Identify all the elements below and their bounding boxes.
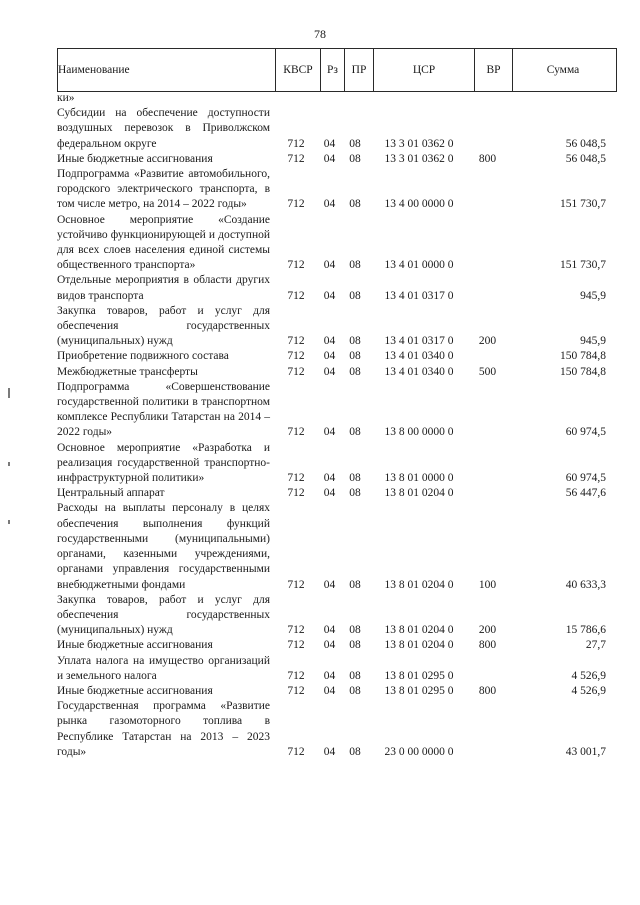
cell-rz: 04	[323, 365, 336, 378]
cell-kvsr: 712	[287, 669, 305, 682]
cell-vr	[469, 273, 506, 303]
cell-rz: 04	[323, 350, 336, 363]
cell-kvsr: 712	[287, 639, 305, 652]
cell-sum: 56 048,5	[565, 152, 606, 165]
cell-pr: 08	[349, 669, 361, 682]
cell-kvsr: 712	[287, 350, 305, 363]
table-row	[57, 167, 609, 213]
cell-name: Иные бюджетные ассигнования	[57, 684, 213, 697]
cell-vr	[469, 91, 506, 106]
header-csr: ЦСР	[374, 49, 475, 92]
cell-pr: 08	[349, 639, 361, 652]
cell-csr: 13 4 00 0000 0	[384, 198, 454, 211]
cell-sum: 945,9	[580, 289, 606, 302]
cell-sum: 150 784,8	[560, 350, 606, 363]
cell-name: Межбюджетные трансферты	[57, 365, 198, 378]
page-number: 78	[314, 27, 326, 41]
cell-pr: 08	[349, 472, 361, 485]
cell-rz: 04	[323, 152, 336, 165]
cell-rz: 04	[323, 684, 336, 697]
cell-vr	[469, 106, 506, 152]
cell-kvsr: 712	[287, 152, 305, 165]
cell-name: Государственная программа «Развитие рынка газомоторного топлива в Республике Татарстан на 2013 – 2023 годы»	[57, 700, 270, 758]
cell-pr: 08	[349, 289, 361, 302]
cell-csr: 13 4 01 0317 0	[384, 289, 454, 302]
cell-sum: 56 447,6	[565, 487, 606, 500]
cell-sum: 43 001,7	[565, 745, 606, 758]
cell-csr: 13 3 01 0362 0	[384, 152, 454, 165]
cell-rz: 04	[323, 289, 336, 302]
cell-vr	[469, 167, 506, 213]
cell-vr: 200	[478, 624, 497, 637]
header-sum: Сумма	[513, 49, 617, 92]
cell-pr	[341, 91, 369, 106]
cell-kvsr: 712	[287, 487, 305, 500]
cell-rz: 04	[323, 745, 336, 758]
cell-sum: 150 784,8	[560, 365, 606, 378]
header-kvsr: КВСР	[276, 49, 321, 92]
header-pr: ПР	[345, 49, 374, 92]
table-row	[57, 349, 609, 364]
cell-sum: 56 048,5	[565, 137, 606, 150]
cell-sum: 4 526,9	[571, 684, 606, 697]
cell-name: Субсидии на обеспечение доступности воздушных перевозок в Приволжском федеральном округе	[57, 107, 270, 150]
table-row	[57, 213, 609, 274]
table-row	[57, 638, 609, 653]
cell-vr	[469, 441, 506, 487]
cell-sum: 151 730,7	[560, 198, 606, 211]
table-row	[57, 501, 609, 592]
cell-name: Подпрограмма «Совершенствование государственной политики в транспортном комплексе Республики Татарстан на 2014 – 2022 годы»	[57, 380, 270, 439]
cell-rz: 04	[323, 198, 336, 211]
cell-vr: 100	[478, 578, 497, 591]
cell-vr: 500	[478, 365, 497, 378]
table-row	[57, 684, 609, 699]
cell-name: Приобретение подвижного состава	[57, 350, 229, 363]
cell-sum: 40 633,3	[565, 578, 606, 591]
cell-name: Иные бюджетные ассигнования	[57, 639, 213, 652]
table-row	[57, 380, 609, 441]
table-row	[57, 441, 609, 487]
table-row	[57, 365, 609, 380]
cell-rz: 04	[323, 624, 336, 637]
cell-kvsr: 712	[287, 137, 305, 150]
cell-kvsr: 712	[287, 684, 305, 697]
cell-sum: 4 526,9	[571, 669, 606, 682]
header-rz: Рз	[321, 49, 345, 92]
table-row	[57, 106, 609, 152]
cell-pr: 08	[349, 624, 361, 637]
budget-table	[57, 91, 609, 760]
cell-kvsr: 712	[287, 259, 305, 272]
table-row	[57, 273, 609, 303]
cell-pr: 08	[349, 578, 361, 591]
cell-rz: 04	[323, 578, 336, 591]
cell-vr	[469, 349, 506, 364]
cell-kvsr: 712	[287, 289, 305, 302]
margin-mark	[8, 520, 10, 524]
cell-pr: 08	[349, 335, 361, 348]
cell-sum: 15 786,6	[565, 624, 606, 637]
table-row	[57, 486, 609, 501]
cell-sum: 27,7	[585, 639, 606, 652]
cell-name: Закупка товаров, работ и услуг для обеспечения государственных (муниципальных) нужд	[57, 304, 270, 348]
margin-mark	[8, 462, 10, 466]
margin-mark	[8, 388, 10, 398]
cell-csr: 13 4 01 0340 0	[384, 350, 454, 363]
cell-name: Основное мероприятие «Создание устойчиво функционирующей и доступной для всех слоев населения единой системы общественного транспорта»	[57, 213, 270, 272]
cell-name: Отдельные мероприятия в области других видов транспорта	[57, 274, 270, 302]
cell-name: Уплата налога на имущество организаций и земельного налога	[57, 654, 270, 682]
cell-pr: 08	[349, 259, 361, 272]
cell-vr: 200	[478, 335, 497, 348]
cell-csr: 13 8 01 0204 0	[384, 578, 454, 591]
header-vr: ВР	[475, 49, 513, 92]
cell-csr: 13 8 01 0295 0	[384, 684, 454, 697]
cell-pr: 08	[349, 487, 361, 500]
cell-csr: 13 8 01 0295 0	[384, 669, 454, 682]
cell-sum: 60 974,5	[565, 426, 606, 439]
cell-name: Подпрограмма «Развитие автомобильного, городского электрического транспорта, в том числе метро, на 2014 – 2022 годы»	[57, 168, 270, 211]
table-row	[57, 699, 609, 760]
cell-kvsr: 712	[287, 472, 305, 485]
cell-kvsr: 712	[287, 198, 305, 211]
table-row	[57, 593, 609, 639]
cell-rz: 04	[323, 669, 336, 682]
cell-rz: 04	[323, 426, 336, 439]
cell-kvsr: 712	[287, 624, 305, 637]
cell-csr: 13 8 00 0000 0	[384, 426, 454, 439]
cell-rz: 04	[323, 335, 336, 348]
cell-rz: 04	[323, 137, 336, 150]
cell-pr: 08	[349, 426, 361, 439]
cell-name: Иные бюджетные ассигнования	[57, 152, 213, 165]
cell-name: Закупка товаров, работ и услуг для обеспечения государственных (муниципальных) нужд	[57, 593, 270, 637]
cell-pr: 08	[349, 684, 361, 697]
cell-vr	[469, 654, 506, 684]
cell-sum: 945,9	[580, 335, 606, 348]
cell-kvsr: 712	[287, 335, 305, 348]
cell-csr: 23 0 00 0000 0	[384, 745, 454, 758]
cell-csr: 13 8 01 0000 0	[384, 472, 454, 485]
cell-sum	[506, 91, 609, 106]
table-row	[57, 654, 609, 684]
cell-rz	[318, 91, 341, 106]
cell-kvsr: 712	[287, 578, 305, 591]
table-row	[57, 152, 609, 167]
cell-name: Расходы на выплаты персоналу в целях обеспечения выполнения функций государственными (муниципальными) органами, казенными учреждениями, органами управления государственными внебюджетными фондами	[57, 502, 270, 591]
cell-kvsr	[274, 91, 318, 106]
header-name: Наименование	[58, 49, 276, 92]
cell-pr: 08	[349, 137, 361, 150]
cell-sum: 151 730,7	[560, 259, 606, 272]
table-header	[57, 48, 617, 92]
cell-vr	[469, 213, 506, 274]
cell-sum: 60 974,5	[565, 472, 606, 485]
cell-csr: 13 4 01 0000 0	[384, 259, 454, 272]
cell-name: Основное мероприятие «Разработка и реализация государственной транспортно-инфраструктурной политики»	[57, 441, 270, 485]
cell-csr: 13 8 01 0204 0	[384, 624, 454, 637]
cell-rz: 04	[323, 487, 336, 500]
cell-name: ки»	[57, 92, 75, 104]
cell-vr: 800	[478, 152, 497, 165]
cell-kvsr: 712	[287, 745, 305, 758]
cell-vr: 800	[478, 684, 497, 697]
cell-vr	[469, 380, 506, 441]
cell-rz: 04	[323, 472, 336, 485]
cell-csr: 13 4 01 0317 0	[384, 335, 454, 348]
cell-pr: 08	[349, 365, 361, 378]
cell-name: Центральный аппарат	[57, 487, 165, 500]
cell-csr: 13 3 01 0362 0	[384, 137, 454, 150]
cell-kvsr: 712	[287, 365, 305, 378]
budget-table-body	[57, 91, 609, 760]
table-row	[57, 91, 609, 106]
cell-pr: 08	[349, 198, 361, 211]
cell-vr	[469, 699, 506, 760]
cell-rz: 04	[323, 639, 336, 652]
cell-csr	[369, 91, 469, 106]
cell-pr: 08	[349, 152, 361, 165]
cell-csr: 13 8 01 0204 0	[384, 639, 454, 652]
header-row	[58, 49, 617, 92]
cell-vr: 800	[478, 639, 497, 652]
cell-pr: 08	[349, 745, 361, 758]
cell-kvsr: 712	[287, 426, 305, 439]
cell-vr	[469, 486, 506, 501]
cell-rz: 04	[323, 259, 336, 272]
table-row	[57, 304, 609, 350]
cell-pr: 08	[349, 350, 361, 363]
cell-csr: 13 8 01 0204 0	[384, 487, 454, 500]
cell-csr: 13 4 01 0340 0	[384, 365, 454, 378]
